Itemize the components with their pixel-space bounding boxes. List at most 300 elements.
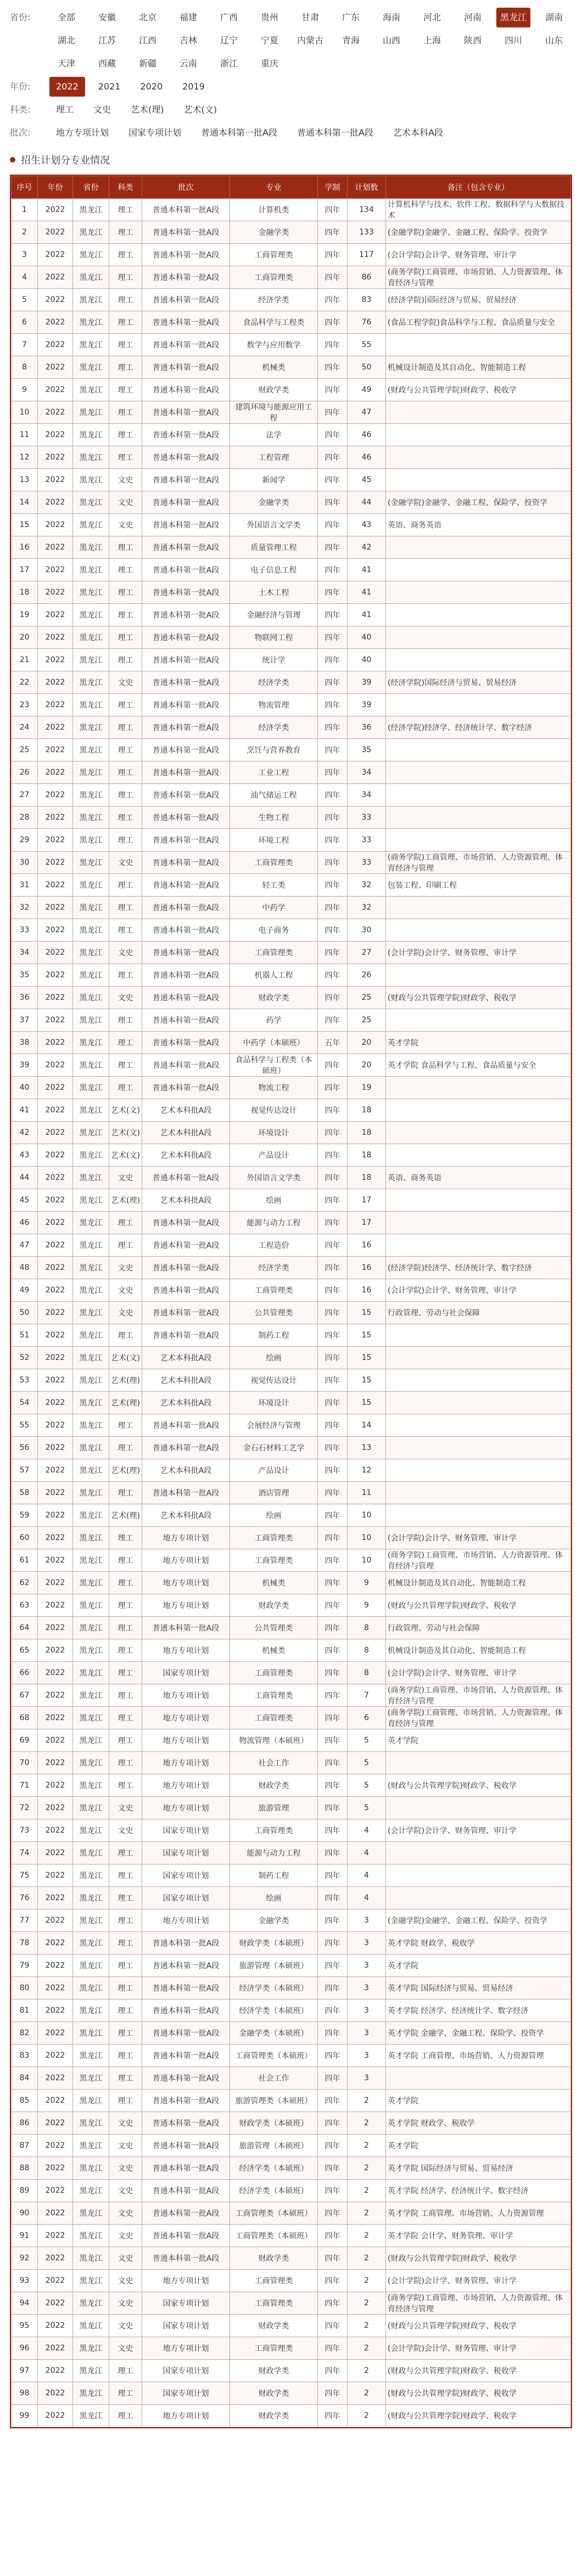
table-cell (386, 1864, 571, 1887)
table-cell: 四年 (318, 964, 348, 987)
batch-option[interactable]: 国家专项计划 (128, 127, 182, 138)
table-cell: 理工 (109, 244, 142, 266)
table-cell: 四年 (318, 491, 348, 514)
province-option[interactable]: 贵州 (260, 12, 278, 23)
table-cell: 理工 (109, 1707, 142, 1729)
table-cell: 15 (348, 1347, 386, 1369)
table-cell: 公共管理类 (230, 1302, 318, 1324)
table-cell: 四年 (318, 2022, 348, 2045)
table-cell: 61 (12, 1549, 38, 1572)
table-row (12, 919, 571, 942)
table-cell: 经济学类 (230, 671, 318, 694)
province-filter-row (10, 8, 572, 74)
table-row (12, 671, 571, 694)
table-row (12, 1909, 571, 1932)
table-cell: 2022 (38, 2180, 73, 2202)
table-cell: 普通本科第一批A段 (142, 379, 230, 401)
table-cell: 黑龙江 (73, 1594, 109, 1617)
table-cell: 黑龙江 (73, 874, 109, 897)
table-row (12, 2315, 571, 2337)
table-cell: 工商管理类 (230, 1819, 318, 1842)
table-cell: 酒店管理 (230, 1482, 318, 1504)
table-cell: 数学与应用数学 (230, 334, 318, 356)
province-option[interactable]: 广西 (220, 12, 238, 23)
province-option[interactable]: 重庆 (260, 58, 278, 69)
table-cell: 四年 (318, 1639, 348, 1662)
table-row (12, 2247, 571, 2270)
year-option[interactable]: 2020 (140, 81, 163, 92)
table-row (12, 2112, 571, 2135)
province-option[interactable]: 江西 (138, 35, 156, 46)
table-cell (386, 1504, 571, 1527)
table-cell: 2022 (38, 2337, 73, 2360)
table-cell: 黑龙江 (73, 581, 109, 604)
table-cell: 油气储运工程 (230, 784, 318, 807)
table-cell (386, 1324, 571, 1347)
table-cell: 62 (12, 1572, 38, 1594)
table-cell: 黑龙江 (73, 446, 109, 469)
table-cell: 普通本科第一批A段 (142, 2090, 230, 2112)
table-cell: 理工 (109, 559, 142, 581)
province-option[interactable]: 天津 (57, 58, 75, 69)
table-cell: 普通本科第一批A段 (142, 626, 230, 649)
table-cell: 英才学院 工商管理、市场营销、人力资源管理 (386, 2045, 571, 2067)
table-cell: 理工 (109, 784, 142, 807)
table-row (12, 1167, 571, 1189)
table-cell: 2 (348, 2270, 386, 2292)
province-option[interactable]: 广东 (342, 12, 360, 23)
table-row (12, 2405, 571, 2427)
province-option[interactable]: 辽宁 (220, 35, 238, 46)
province-option[interactable]: 河北 (423, 12, 441, 23)
table-cell: 四年 (318, 1504, 348, 1527)
table-cell: 普通本科第一批A段 (142, 491, 230, 514)
table-cell: 旅游管理 (230, 1797, 318, 1819)
table-cell: 工商管理类 (230, 1527, 318, 1549)
table-cell: 旅游管理（本硕班） (230, 1955, 318, 1977)
table-cell: 2022 (38, 1887, 73, 1909)
table-cell: 2022 (38, 1009, 73, 1032)
table-cell: 49 (12, 1279, 38, 1302)
province-option[interactable]: 上海 (423, 35, 441, 46)
table-cell: 国家专项计划 (142, 1842, 230, 1864)
category-option[interactable]: 艺术(理) (131, 104, 164, 115)
table-cell: 普通本科第一批A段 (142, 2022, 230, 2045)
table-cell: 普通本科第一批A段 (142, 829, 230, 852)
table-cell: 四年 (318, 1662, 348, 1684)
table-cell: (经济学院)经济学、经济统计学、数字经济 (386, 716, 571, 739)
filter-panel (0, 0, 582, 143)
table-cell: 39 (12, 1054, 38, 1077)
province-option[interactable]: 云南 (179, 58, 197, 69)
table-cell: (商务学院)工商管理、市场营销、人力资源管理、体育经济与管理 (386, 266, 571, 289)
table-cell: 70 (12, 1752, 38, 1774)
table-cell: 2 (348, 2382, 386, 2405)
province-option[interactable]: 山西 (382, 35, 400, 46)
table-cell: 四年 (318, 244, 348, 266)
batch-option[interactable]: 普通本科第一批A段 (296, 127, 373, 138)
table-cell: 59 (12, 1504, 38, 1527)
table-cell: 财政学类 (230, 2315, 318, 2337)
table-cell (386, 604, 571, 626)
table-cell: 26 (12, 761, 38, 784)
table-cell: 工程管理 (230, 446, 318, 469)
table-cell: 黑龙江 (73, 1707, 109, 1729)
province-option[interactable]: 山东 (545, 35, 563, 46)
table-cell: 英才学院 国际经济与贸易、贸易经济 (386, 1977, 571, 2000)
table-cell: 理工 (109, 1234, 142, 1257)
table-row (12, 1955, 571, 1977)
province-option[interactable]: 黑龙江 (496, 8, 530, 27)
table-cell (386, 536, 571, 559)
table-cell: 四年 (318, 1122, 348, 1144)
table-cell: 2022 (38, 1729, 73, 1752)
table-cell: 烹饪与营养教育 (230, 739, 318, 761)
table-cell: 国家专项计划 (142, 1662, 230, 1684)
table-cell: 97 (12, 2360, 38, 2382)
table-cell: 普通本科第一批A段 (142, 964, 230, 987)
table-cell: 艺术(文) (109, 1347, 142, 1369)
table-cell: 四年 (318, 311, 348, 334)
table-cell: 19 (12, 604, 38, 626)
table-cell: 理工 (109, 581, 142, 604)
table-cell: 地方专项计划 (142, 1752, 230, 1774)
table-cell: 黑龙江 (73, 1437, 109, 1459)
table-cell: 41 (348, 559, 386, 581)
province-option[interactable]: 全部 (57, 12, 75, 23)
table-cell: 普通本科第一批A段 (142, 2135, 230, 2157)
table-cell: 134 (348, 199, 386, 221)
year-option[interactable]: 2019 (182, 81, 205, 92)
table-row (12, 874, 571, 897)
table-cell: 2022 (38, 469, 73, 491)
table-row (12, 761, 571, 784)
table-cell (386, 1099, 571, 1122)
table-row (12, 897, 571, 919)
table-cell: 81 (12, 2000, 38, 2022)
table-cell: 普通本科第一批A段 (142, 536, 230, 559)
year-options (49, 77, 211, 97)
table-cell: 文史 (109, 2157, 142, 2180)
table-cell (386, 1347, 571, 1369)
table-cell: 地方专项计划 (142, 1774, 230, 1797)
table-cell: 32 (12, 897, 38, 919)
table-cell: 英语、商务英语 (386, 514, 571, 536)
table-cell: 黑龙江 (73, 1887, 109, 1909)
province-option[interactable]: 浙江 (220, 58, 238, 69)
table-cell: 9 (12, 379, 38, 401)
table-cell: 33 (348, 829, 386, 852)
category-option[interactable]: 艺术(文) (183, 104, 217, 115)
table-cell: 五年 (318, 1032, 348, 1054)
batch-option[interactable]: 地方专项计划 (56, 127, 109, 138)
province-option[interactable]: 西藏 (98, 58, 116, 69)
table-cell: 四年 (318, 2180, 348, 2202)
table-cell: 33 (348, 807, 386, 829)
table-cell: 黑龙江 (73, 469, 109, 491)
table-cell (386, 1392, 571, 1414)
province-option[interactable]: 海南 (382, 12, 400, 23)
table-cell: 文史 (109, 2225, 142, 2247)
table-row (12, 1572, 571, 1594)
table-cell: 5 (348, 1774, 386, 1797)
table-cell: 16 (348, 1257, 386, 1279)
table-cell: 经济学类 (230, 1257, 318, 1279)
table-cell: 四年 (318, 1729, 348, 1752)
province-option[interactable]: 青海 (342, 35, 360, 46)
table-cell: 黑龙江 (73, 671, 109, 694)
table-cell: (财政与公共管理学院)财政学、税收学 (386, 2360, 571, 2382)
table-cell: 普通本科第一批A段 (142, 2067, 230, 2090)
table-cell: 2022 (38, 2022, 73, 2045)
category-option[interactable]: 理工 (56, 104, 74, 115)
table-cell: 理工 (109, 2360, 142, 2382)
province-option[interactable]: 北京 (138, 12, 156, 23)
batch-options (49, 123, 450, 143)
table-cell: 艺术本科批A段 (142, 1099, 230, 1122)
table-cell: 普通本科第一批A段 (142, 2202, 230, 2225)
table-cell: 黑龙江 (73, 2112, 109, 2135)
province-option[interactable]: 江苏 (98, 35, 116, 46)
table-cell: 统计学 (230, 649, 318, 671)
province-option[interactable]: 新疆 (138, 58, 156, 69)
table-cell (386, 1842, 571, 1864)
table-cell: 会展经济与管理 (230, 1414, 318, 1437)
table-cell: 7 (12, 334, 38, 356)
table-cell: 四年 (318, 2292, 348, 2315)
table-cell: 2022 (38, 964, 73, 987)
table-cell: 金融学类 (230, 221, 318, 244)
table-cell: 黑龙江 (73, 1414, 109, 1437)
table-cell: (会计学院)会计学、财务管理、审计学 (386, 1527, 571, 1549)
table-cell: 黑龙江 (73, 2337, 109, 2360)
table-cell: (金融学院)金融学、金融工程、保险学、投资学 (386, 1909, 571, 1932)
table-row (12, 1504, 571, 1527)
table-cell: 10 (348, 1504, 386, 1527)
table-cell: 3 (348, 1909, 386, 1932)
table-cell (386, 1212, 571, 1234)
year-option[interactable]: 2022 (49, 77, 85, 97)
table-cell: 36 (12, 987, 38, 1009)
table-cell: 82 (12, 2022, 38, 2045)
table-row (12, 1279, 571, 1302)
table-cell: 黑龙江 (73, 2000, 109, 2022)
table-cell: 文史 (109, 2292, 142, 2315)
table-cell: 能源与动力工程 (230, 1212, 318, 1234)
table-cell: 40 (12, 1077, 38, 1099)
table-cell: 2022 (38, 1392, 73, 1414)
table-cell: (财政与公共管理学院)财政学、税收学 (386, 1594, 571, 1617)
table-cell: 普通本科第一批A段 (142, 1212, 230, 1234)
category-option[interactable]: 文史 (93, 104, 111, 115)
province-option[interactable]: 四川 (504, 35, 522, 46)
table-cell: 生物工程 (230, 807, 318, 829)
table-cell: 四年 (318, 1887, 348, 1909)
table-cell: 黑龙江 (73, 2022, 109, 2045)
table-cell: 88 (12, 2157, 38, 2180)
table-cell (386, 1122, 571, 1144)
province-filter-label: 省份: (10, 12, 31, 23)
province-option[interactable]: 甘肃 (301, 12, 319, 23)
table-cell: 地方专项计划 (142, 2337, 230, 2360)
province-option[interactable]: 陕西 (463, 35, 482, 46)
table-cell: 9 (348, 1594, 386, 1617)
table-cell: 制药工程 (230, 1324, 318, 1347)
table-cell: 6 (348, 1707, 386, 1729)
province-option[interactable]: 福建 (179, 12, 197, 23)
table-cell: 2022 (38, 1955, 73, 1977)
category-filter-row (10, 100, 572, 120)
table-cell: 英才学院 (386, 1729, 571, 1752)
table-cell: 理工 (109, 1549, 142, 1572)
table-row (12, 1662, 571, 1684)
table-cell: 2022 (38, 2112, 73, 2135)
table-row (12, 1842, 571, 1864)
table-row (12, 559, 571, 581)
table-cell: 英才学院 国际经济与贸易、贸易经济 (386, 2157, 571, 2180)
table-cell: 27 (12, 784, 38, 807)
table-cell: 行政管理、劳动与社会保障 (386, 1617, 571, 1639)
table-cell (386, 1077, 571, 1099)
table-cell: 2022 (38, 1504, 73, 1527)
table-cell: 普通本科第一批A段 (142, 1077, 230, 1099)
table-cell: 理工 (109, 2067, 142, 2090)
table-cell: 2022 (38, 649, 73, 671)
table-cell: 黑龙江 (73, 2157, 109, 2180)
table-cell: 47 (348, 401, 386, 424)
table-cell: 四年 (318, 1549, 348, 1572)
table-cell: 四年 (318, 2112, 348, 2135)
table-row (12, 1459, 571, 1482)
table-cell: 四年 (318, 2270, 348, 2292)
table-cell: 文史 (109, 1302, 142, 1324)
table-cell (386, 1234, 571, 1257)
table-cell: 2022 (38, 2292, 73, 2315)
table-row (12, 1189, 571, 1212)
province-option[interactable]: 吉林 (179, 35, 197, 46)
batch-option[interactable]: 艺术本科A段 (393, 127, 443, 138)
table-cell: (经济学院)国际经济与贸易、贸易经济 (386, 289, 571, 311)
table-cell: 黑龙江 (73, 2360, 109, 2382)
table-cell: 普通本科第一批A段 (142, 401, 230, 424)
table-cell: 18 (348, 1122, 386, 1144)
table-cell: 建筑环境与能源应用工程 (230, 401, 318, 424)
table-cell: 理工 (109, 401, 142, 424)
table-cell: 2022 (38, 1684, 73, 1707)
table-cell: 92 (12, 2247, 38, 2270)
table-cell: 18 (348, 1167, 386, 1189)
table-cell: 52 (12, 1347, 38, 1369)
table-cell (386, 2067, 571, 2090)
table-cell: 2022 (38, 289, 73, 311)
table-cell: 黑龙江 (73, 1819, 109, 1842)
province-option[interactable]: 安徽 (98, 12, 116, 23)
table-cell: 土木工程 (230, 581, 318, 604)
province-option[interactable]: 河南 (463, 12, 482, 23)
table-cell: (会计学院)会计学、财务管理、审计学 (386, 2270, 571, 2292)
table-cell: 19 (348, 1077, 386, 1099)
table-cell: 32 (348, 897, 386, 919)
table-cell: 药学 (230, 1009, 318, 1032)
table-cell: 四年 (318, 2045, 348, 2067)
table-cell: 2022 (38, 671, 73, 694)
table-cell: 普通本科第一批A段 (142, 356, 230, 379)
table-cell: 33 (348, 852, 386, 874)
table-row (12, 716, 571, 739)
table-cell: 金融学类 (230, 1909, 318, 1932)
table-cell: 46 (348, 446, 386, 469)
province-option[interactable]: 湖北 (57, 35, 75, 46)
table-cell: 普通本科第一批A段 (142, 424, 230, 446)
province-option[interactable]: 宁夏 (260, 35, 278, 46)
table-row (12, 649, 571, 671)
table-cell: 黑龙江 (73, 694, 109, 716)
table-cell: 理工 (109, 1842, 142, 1864)
table-cell: 艺术本科批A段 (142, 1392, 230, 1414)
table-cell: 文史 (109, 1257, 142, 1279)
table-cell: 四年 (318, 559, 348, 581)
table-cell: 机械设计制造及其自动化、智能制造工程 (386, 356, 571, 379)
table-cell: 四年 (318, 1347, 348, 1369)
table-cell: 黑龙江 (73, 514, 109, 536)
table-cell: 黑龙江 (73, 987, 109, 1009)
table-cell: 2022 (38, 1369, 73, 1392)
table-cell: 四年 (318, 1977, 348, 2000)
table-cell: 产品设计 (230, 1144, 318, 1167)
table-cell: 2022 (38, 1257, 73, 1279)
table-cell: 四年 (318, 2405, 348, 2427)
table-cell: 黑龙江 (73, 2202, 109, 2225)
table-cell: 黑龙江 (73, 221, 109, 244)
table-cell: (食品工程学院)食品科学与工程、食品质量与安全 (386, 311, 571, 334)
table-cell: 黑龙江 (73, 1842, 109, 1864)
table-cell: 2022 (38, 514, 73, 536)
table-cell: 文史 (109, 942, 142, 964)
table-cell: 34 (348, 761, 386, 784)
year-option[interactable]: 2021 (98, 81, 121, 92)
table-row (12, 1122, 571, 1144)
table-row (12, 1392, 571, 1414)
table-cell: 机械类 (230, 1572, 318, 1594)
table-cell: 普通本科第一批A段 (142, 716, 230, 739)
table-cell: 51 (12, 1324, 38, 1347)
table-cell: 四年 (318, 897, 348, 919)
table-row (12, 581, 571, 604)
table-cell: 28 (12, 807, 38, 829)
table-cell: 3 (348, 1932, 386, 1955)
table-cell: 四年 (318, 1077, 348, 1099)
province-option[interactable]: 内蒙古 (296, 35, 323, 46)
table-cell: 四年 (318, 1167, 348, 1189)
table-cell: 53 (12, 1369, 38, 1392)
table-cell: 四年 (318, 2090, 348, 2112)
table-cell: 黑龙江 (73, 784, 109, 807)
table-cell: 国家专项计划 (142, 2315, 230, 2337)
table-cell: 普通本科第一批A段 (142, 942, 230, 964)
table-cell: 财政学类（本硕班） (230, 2112, 318, 2135)
province-option[interactable]: 湖南 (545, 12, 563, 23)
table-cell: 2022 (38, 1752, 73, 1774)
table-cell: 法学 (230, 424, 318, 446)
table-cell: 普通本科第一批A段 (142, 919, 230, 942)
table-cell: 黑龙江 (73, 1774, 109, 1797)
table-cell: 文史 (109, 469, 142, 491)
batch-option[interactable]: 普通本科第一批A段 (201, 127, 277, 138)
table-cell: 2022 (38, 1819, 73, 1842)
table-cell (386, 694, 571, 716)
table-row (12, 1774, 571, 1797)
table-cell (386, 446, 571, 469)
